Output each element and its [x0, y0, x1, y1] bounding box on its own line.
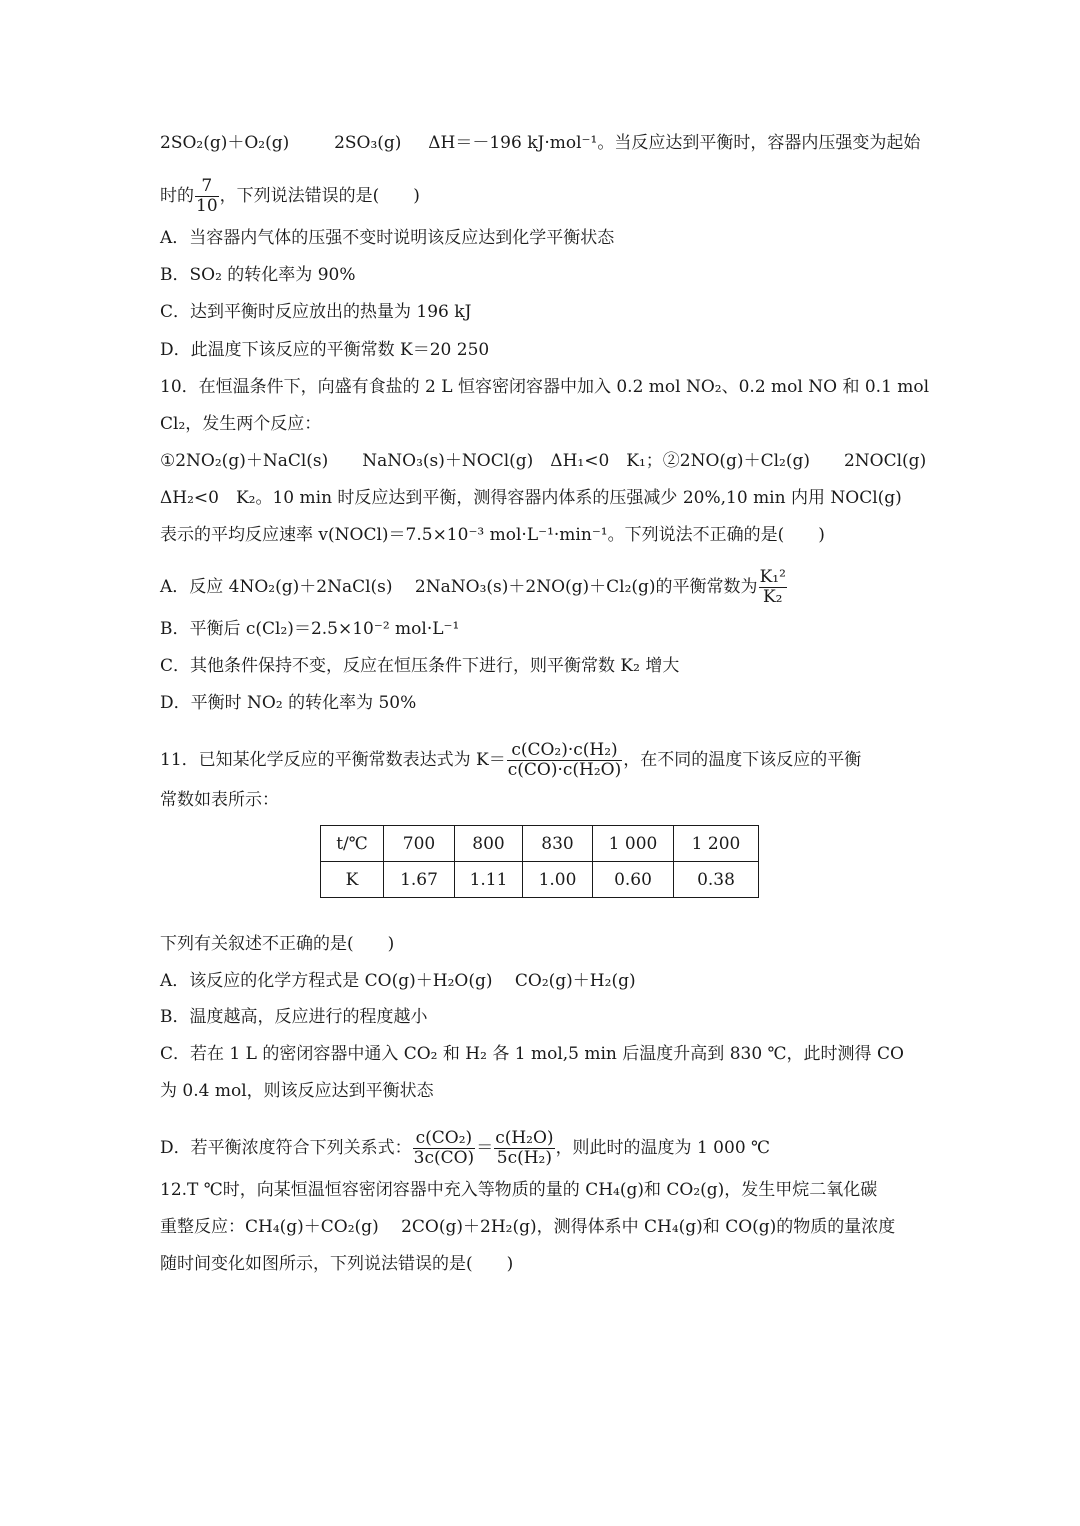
q10-option-a-text: A．反应 4NO₂(g)＋2NaCl(s) 2NaNO₃(s)＋2NO(g)＋Cl₂(g)的平衡常数为 — [160, 577, 758, 597]
fraction-denominator: c(CO)·c(H₂O) — [507, 760, 622, 780]
fraction-7-10 — [195, 177, 219, 216]
q10-line3: ①2NO₂(g)＋NaCl(s) NaNO₃(s)＋NOCl(g) ΔH₁<0 K₁；②2NO(g)＋Cl₂(g) 2NOCl(g) — [160, 451, 927, 471]
table-cell: 1 000 — [593, 826, 674, 862]
q10-option-b: B．平衡后 c(Cl₂)＝2.5×10⁻² mol·L⁻¹ — [160, 619, 460, 639]
q11-option-d-pre: D．若平衡浓度符合下列关系式： — [160, 1138, 412, 1158]
q11-option-c-line1: C．若在 1 L 的密闭容器中通入 CO₂ 和 H₂ 各 1 mol,5 min 后温度升高到 830 ℃，此时测得 CO — [160, 1044, 904, 1064]
table-cell: 0.60 — [593, 862, 674, 898]
fraction-h2o-h2 — [494, 1129, 554, 1168]
table-cell: 1.00 — [523, 862, 593, 898]
q11-option-c-line2: 为 0.4 mol，则该反应达到平衡状态 — [160, 1081, 434, 1101]
q11-option-a: A．该反应的化学方程式是 CO(g)＋H₂O(g) CO₂(g)＋H₂(g) — [160, 971, 636, 991]
q11-option-b: B．温度越高，反应进行的程度越小 — [160, 1007, 428, 1027]
q11-prompt: 下列有关叙述不正确的是( ) — [160, 934, 395, 954]
table-row — [321, 862, 759, 898]
q12-line2: 重整反应：CH₄(g)＋CO₂(g) 2CO(g)＋2H₂(g)，测得体系中 CH₄(g)和 CO(g)的物质的量浓度 — [160, 1217, 896, 1237]
fraction-denominator: 10 — [196, 196, 218, 216]
table-cell: 830 — [523, 826, 593, 862]
q9-option-a: A．当容器内气体的压强不变时说明该反应达到化学平衡状态 — [160, 228, 615, 248]
fraction-numerator: c(H₂O) — [495, 1128, 554, 1148]
fraction-equilibrium-constant — [507, 741, 623, 780]
fraction-denominator: 5c(H₂) — [496, 1148, 552, 1168]
table-cell: 1.11 — [455, 862, 523, 898]
q10-line2: Cl₂，发生两个反应： — [160, 414, 322, 434]
k-value-table — [320, 825, 759, 898]
fraction-denominator: K₂ — [762, 587, 783, 607]
fraction-denominator: 3c(CO) — [413, 1148, 475, 1168]
fraction-numerator: K₁² — [759, 567, 786, 587]
q9-option-c: C．达到平衡时反应放出的热量为 196 kJ — [160, 302, 472, 322]
fraction-co2-co — [413, 1129, 476, 1168]
q11-line1-post: ，在不同的温度下该反应的平衡 — [623, 750, 862, 770]
q9-option-d: D．此温度下该反应的平衡常数 K＝20 250 — [160, 340, 490, 360]
fraction-numerator: c(CO₂)·c(H₂) — [507, 741, 623, 761]
q9-equation-line — [160, 132, 920, 154]
q9-line2 — [160, 177, 420, 216]
q9-eq-reactants: 2SO₂(g)＋O₂(g) — [160, 133, 290, 153]
fraction-numerator: c(CO₂) — [413, 1129, 476, 1149]
q10-line4: ΔH₂<0 K₂。10 min 时反应达到平衡，测得容器内体系的压强减少 20%,10 min 内用 NOCl(g) — [160, 488, 902, 508]
table-header-row — [321, 826, 759, 862]
q11-line1-pre: 11．已知某化学反应的平衡常数表达式为 K＝ — [160, 750, 506, 770]
table-cell: 800 — [455, 826, 523, 862]
q10-option-c: C．其他条件保持不变，反应在恒压条件下进行，则平衡常数 K₂ 增大 — [160, 656, 680, 676]
table-cell: 700 — [384, 826, 455, 862]
q9-eq-dh: ΔH＝－196 kJ·mol⁻¹。当反应达到平衡时，容器内压强变为起始 — [428, 133, 921, 153]
table-cell: 1.67 — [384, 862, 455, 898]
q12-line3: 随时间变化如图所示，下列说法错误的是( ) — [160, 1254, 514, 1274]
q10-option-d: D．平衡时 NO₂ 的转化率为 50% — [160, 693, 417, 713]
table-cell: t/℃ — [321, 826, 384, 862]
table-cell: 1 200 — [674, 826, 759, 862]
fraction-k1sq-k2 — [759, 568, 787, 607]
equals-sign: ＝ — [476, 1138, 494, 1158]
q11-option-d-post: ，则此时的温度为 1 000 ℃ — [555, 1138, 771, 1158]
q11-line2: 常数如表所示： — [160, 790, 279, 810]
q10-option-a — [160, 568, 788, 607]
q9-line2-pre: 时的 — [160, 186, 194, 206]
q9-option-b: B．SO₂ 的转化率为 90% — [160, 265, 356, 285]
table-cell: K — [321, 862, 384, 898]
q11-option-d — [160, 1129, 770, 1168]
q11-line1 — [160, 741, 861, 780]
q10-line5: 表示的平均反应速率 v(NOCl)＝7.5×10⁻³ mol·L⁻¹·min⁻¹。下列说法不正确的是( ) — [160, 525, 825, 545]
fraction-numerator: 7 — [195, 177, 219, 197]
q10-line1: 10．在恒温条件下，向盛有食盐的 2 L 恒容密闭容器中加入 0.2 mol NO₂、0.2 mol NO 和 0.1 mol — [160, 377, 930, 397]
q9-eq-products: 2SO₃(g) — [334, 133, 402, 153]
q9-line2-post: ，下列说法错误的是( ) — [219, 186, 420, 206]
q12-line1: 12.T ℃时，向某恒温恒容密闭容器中充入等物质的量的 CH₄(g)和 CO₂(g)，发生甲烷二氧化碳 — [160, 1180, 878, 1200]
table-cell: 0.38 — [674, 862, 759, 898]
